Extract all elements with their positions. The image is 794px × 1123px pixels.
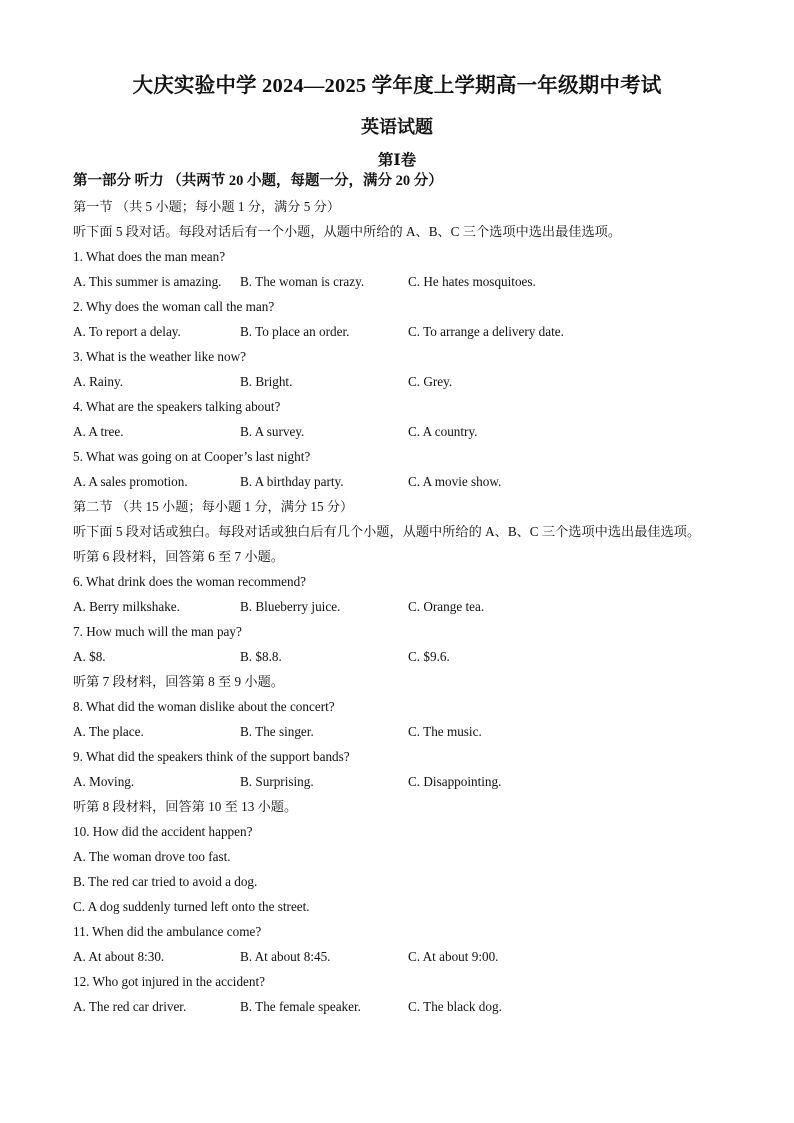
question-2: 2. Why does the woman call the man? [73, 299, 275, 314]
question-1: 1. What does the man mean? [73, 249, 226, 264]
option-c: C. He hates mosquitoes. [408, 274, 536, 289]
question-7: 7. How much will the man pay? [73, 624, 242, 639]
option-c: C. To arrange a delivery date. [408, 324, 564, 339]
option-a: A. $8. [73, 649, 106, 664]
option-a: A. To report a delay. [73, 324, 181, 339]
option-c: C. The music. [408, 724, 482, 739]
option-a: A. Rainy. [73, 374, 124, 389]
option-b: B. $8.8. [240, 649, 282, 664]
exam-title: 大庆实验中学 2024—2025 学年度上学期高一年级期中考试 [132, 75, 662, 97]
question-9: 9. What did the speakers think of the support bands? [73, 749, 350, 764]
exam-subtitle: 英语试题 [361, 117, 433, 137]
option-a: A. A tree. [73, 424, 124, 439]
option-b: B. Surprising. [240, 774, 314, 789]
question-12: 12. Who got injured in the accident? [73, 974, 266, 989]
option-10-b: B. The red car tried to avoid a dog. [73, 874, 258, 889]
material-6-note: 听第 6 段材料，回答第 6 至 7 小题。 [73, 549, 284, 564]
option-c: C. Orange tea. [408, 599, 485, 614]
option-c: C. At about 9:00. [408, 949, 499, 964]
option-10-c: C. A dog suddenly turned left onto the street. [73, 899, 310, 914]
option-b: B. The female speaker. [240, 999, 361, 1014]
section1-heading: 第一节 （共 5 小题；每小题 1 分，满分 5 分） [73, 199, 341, 214]
question-11: 11. When did the ambulance come? [73, 924, 262, 939]
section2-instruction: 听下面 5 段对话或独白。每段对话或独白后有几个小题，从题中所给的 A、B、C 三个选项中选出最佳选项。 [73, 524, 701, 539]
option-c: C. A country. [408, 424, 478, 439]
option-b: B. A birthday party. [240, 474, 344, 489]
question-4: 4. What are the speakers talking about? [73, 399, 281, 414]
option-a: A. The red car driver. [73, 999, 187, 1014]
material-8-note: 听第 8 段材料，回答第 10 至 13 小题。 [73, 799, 298, 814]
question-6: 6. What drink does the woman recommend? [73, 574, 307, 589]
option-c: C. Disappointing. [408, 774, 502, 789]
option-c: C. The black dog. [408, 999, 502, 1014]
option-c: C. Grey. [408, 374, 453, 389]
question-3: 3. What is the weather like now? [73, 349, 246, 364]
question-8: 8. What did the woman dislike about the concert? [73, 699, 335, 714]
option-10-a: A. The woman drove too fast. [73, 849, 231, 864]
option-b: B. At about 8:45. [240, 949, 331, 964]
option-a: A. The place. [73, 724, 144, 739]
option-c: C. A movie show. [408, 474, 502, 489]
option-b: B. To place an order. [240, 324, 350, 339]
option-b: B. Blueberry juice. [240, 599, 341, 614]
option-a: A. Moving. [73, 774, 135, 789]
material-7-note: 听第 7 段材料，回答第 8 至 9 小题。 [73, 674, 284, 689]
part1-heading: 第一部分 听力 （共两节 20 小题，每题一分，满分 20 分） [73, 173, 443, 189]
option-b: B. The singer. [240, 724, 314, 739]
volume-heading: 第Ⅰ卷 [377, 152, 417, 169]
option-b: B. The woman is crazy. [240, 274, 365, 289]
question-10: 10. How did the accident happen? [73, 824, 253, 839]
option-a: A. Berry milkshake. [73, 599, 180, 614]
option-a: A. A sales promotion. [73, 474, 188, 489]
option-a: A. At about 8:30. [73, 949, 165, 964]
option-b: B. A survey. [240, 424, 305, 439]
question-5: 5. What was going on at Cooper’s last night? [73, 449, 311, 464]
section1-instruction: 听下面 5 段对话。每段对话后有一个小题，从题中所给的 A、B、C 三个选项中选出最佳选项。 [73, 224, 622, 239]
option-b: B. Bright. [240, 374, 293, 389]
option-a: A. This summer is amazing. [73, 274, 222, 289]
option-c: C. $9.6. [408, 649, 450, 664]
section2-heading: 第二节 （共 15 小题；每小题 1 分，满分 15 分） [73, 499, 354, 514]
